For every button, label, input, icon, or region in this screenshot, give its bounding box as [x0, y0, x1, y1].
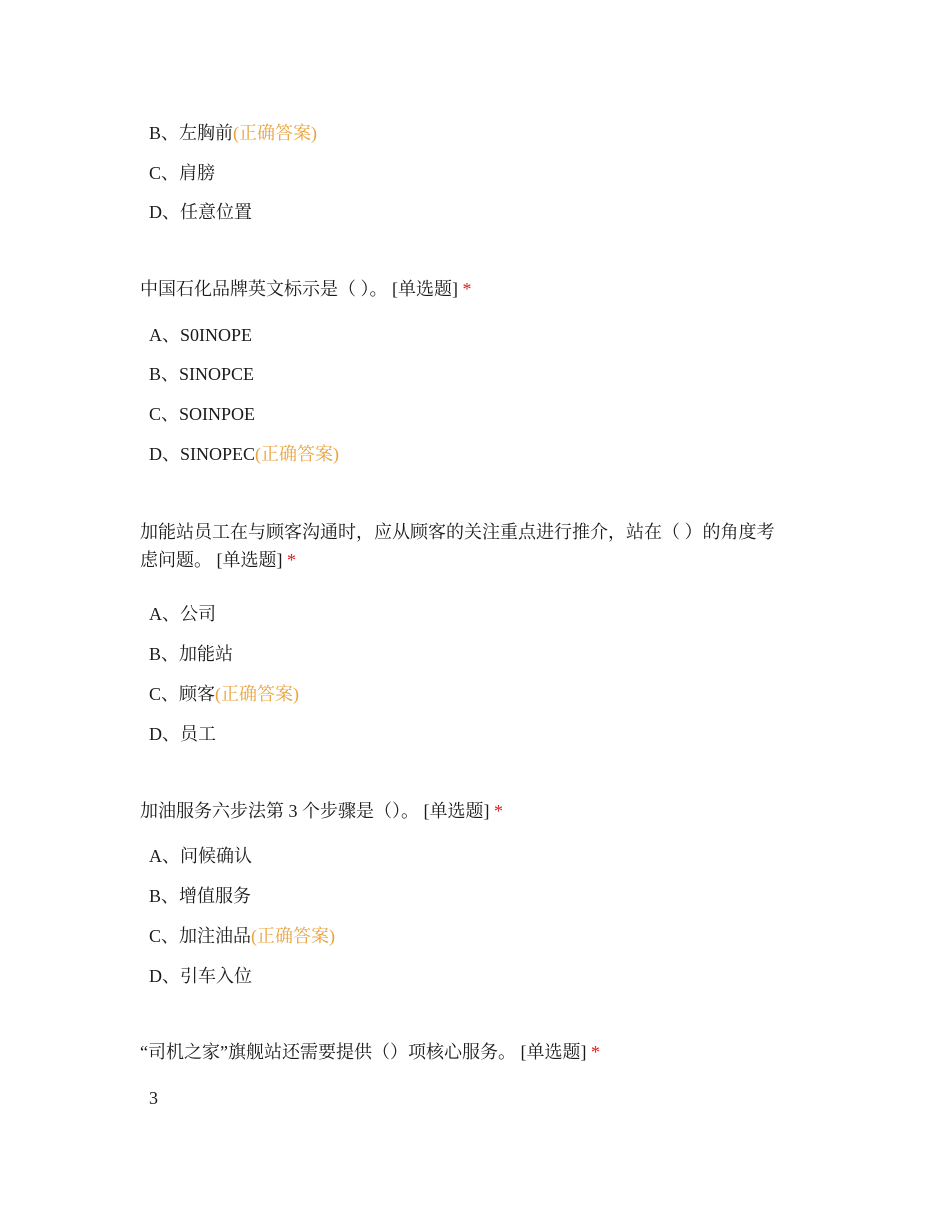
required-mark: *: [590, 1042, 600, 1062]
correct-answer-tag: (正确答案): [215, 684, 300, 704]
correct-answer-tag: (正确答案): [251, 926, 336, 946]
option-text: B、增值服务: [149, 886, 252, 906]
required-mark: *: [462, 279, 472, 299]
q3-option-b: [149, 884, 251, 908]
q3-question-text: [140, 797, 820, 825]
question-text: “司机之家”旗舰站还需要提供（）项核心服务。: [140, 1042, 516, 1062]
q2-question-text: [140, 518, 820, 574]
option-text: C、顾客: [149, 684, 216, 704]
option-text: C、肩膀: [149, 163, 216, 183]
option-text: D、SINOPEC: [149, 444, 256, 464]
question-type-tag: [单选题]: [520, 1042, 587, 1062]
option-text: B、SINOPCE: [149, 364, 255, 384]
answer-text: 3: [149, 1088, 158, 1108]
q3-option-d: [149, 964, 252, 988]
option-text: A、S0INOPE: [149, 325, 253, 345]
q1-option-d: [149, 442, 339, 466]
option-text: D、员工: [149, 724, 216, 744]
q4-question-text: [140, 1038, 820, 1066]
required-mark: *: [494, 801, 503, 821]
correct-answer-tag: (正确答案): [255, 444, 340, 464]
q0-option-c: [149, 161, 215, 185]
q2-option-b: [149, 642, 233, 666]
option-text: A、公司: [149, 604, 216, 624]
q0-option-d: [149, 200, 252, 224]
option-text: C、SOINPOE: [149, 404, 256, 424]
option-text: B、加能站: [149, 644, 234, 664]
correct-answer-tag: (正确答案): [233, 123, 318, 143]
question-type-tag: [单选题]: [216, 550, 283, 570]
question-text: 加油服务六步法第 3 个步骤是（）。: [140, 801, 419, 821]
option-text: A、问候确认: [149, 846, 252, 866]
q3-option-a: [149, 844, 252, 868]
q2-option-a: [149, 602, 216, 626]
question-type-tag: [单选题]: [392, 279, 458, 299]
q1-option-b: [149, 362, 254, 386]
q2-option-c: [149, 682, 299, 706]
option-text: B、左胸前: [149, 123, 234, 143]
question-text: 中国石化品牌英文标示是（ ）。: [140, 279, 388, 299]
q0-option-b: [149, 121, 317, 145]
option-text: C、加注油品: [149, 926, 252, 946]
q3-option-c: [149, 924, 335, 948]
q2-option-d: [149, 722, 216, 746]
question-type-tag: [单选题]: [423, 801, 490, 821]
required-mark: *: [287, 550, 296, 570]
question-text-line-2: [140, 546, 820, 574]
option-text: D、任意位置: [149, 202, 252, 222]
q1-option-a: [149, 323, 252, 347]
question-text-line-1: 加能站员工在与顾客沟通时，应从顾客的关注重点进行推介，站在（ ）的角度考: [140, 522, 775, 542]
q4-answer: [149, 1086, 158, 1110]
q1-option-c: [149, 402, 255, 426]
option-text: D、引车入位: [149, 966, 252, 986]
q1-question-text: [140, 275, 820, 303]
question-text: 虑问题。: [140, 550, 212, 570]
